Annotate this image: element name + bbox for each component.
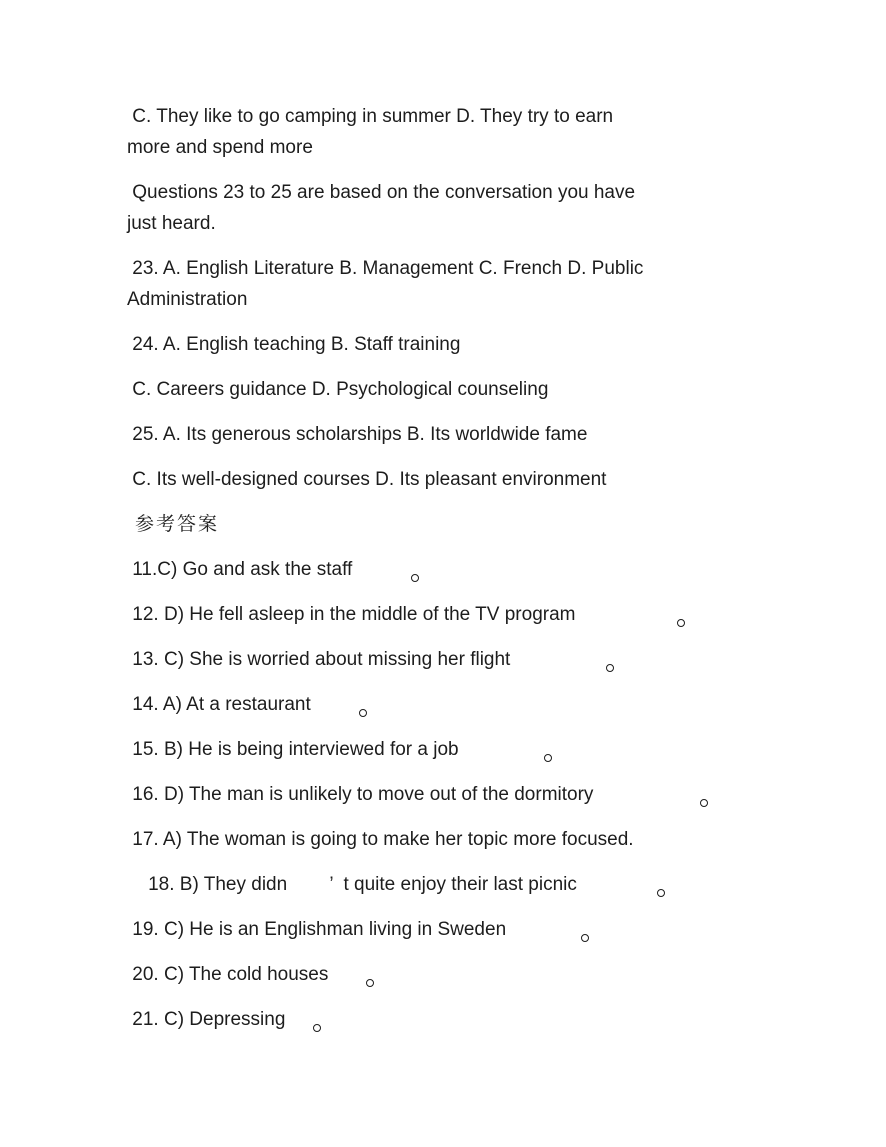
text-line: Questions 23 to 25 are based on the conversation you have — [127, 182, 636, 203]
ideographic-full-stop — [700, 799, 708, 807]
answer-key-heading — [127, 509, 846, 540]
text-line: 18. B) They didn ’ t quite enjoy their last picnic — [127, 869, 846, 900]
ideographic-full-stop — [606, 664, 614, 672]
answer-12 — [127, 599, 846, 630]
answer-14 — [127, 689, 846, 720]
answer-11 — [127, 554, 846, 585]
answer-19 — [127, 914, 846, 945]
question-25-options-cd — [127, 464, 846, 495]
text-line: C. Careers guidance D. Psychological counseling — [127, 379, 549, 400]
document-body — [127, 101, 846, 1049]
answer-18 — [127, 869, 846, 900]
question-23-options — [127, 253, 846, 315]
ideographic-full-stop — [677, 619, 685, 627]
text-line: 20. C) The cold houses — [127, 959, 846, 990]
answer-17 — [127, 824, 846, 855]
text-line: Administration — [127, 289, 248, 310]
text-line: 21. C) Depressing — [127, 1004, 846, 1035]
text-line: 23. A. English Literature B. Management C. French D. Public — [127, 258, 644, 279]
section-directions — [127, 177, 846, 239]
text-line: 19. C) He is an Englishman living in Sweden — [127, 914, 846, 945]
answer-16 — [127, 779, 846, 810]
text-line: C. Its well-designed courses D. Its pleasant environment — [127, 469, 607, 490]
text-line: 16. D) The man is unlikely to move out of the dormitory — [127, 779, 846, 810]
answer-20 — [127, 959, 846, 990]
option-line-22cd — [127, 101, 846, 163]
text-line: more and spend more — [127, 137, 313, 158]
text-line: 11.C) Go and ask the staff — [127, 554, 846, 585]
question-25-options-ab — [127, 419, 846, 450]
ideographic-full-stop — [544, 754, 552, 762]
ideographic-full-stop — [581, 934, 589, 942]
ideographic-full-stop — [411, 574, 419, 582]
answer-21 — [127, 1004, 846, 1035]
ideographic-full-stop — [313, 1024, 321, 1032]
text-line: C. They like to go camping in summer D. They try to earn — [127, 106, 614, 127]
text-line: just heard. — [127, 213, 216, 234]
ideographic-full-stop — [366, 979, 374, 987]
text-line: 17. A) The woman is going to make her topic more focused. — [127, 829, 634, 850]
answer-13 — [127, 644, 846, 675]
answer-15 — [127, 734, 846, 765]
text-line: 15. B) He is being interviewed for a job — [127, 734, 846, 765]
text-line: 参考答案 — [127, 513, 220, 535]
question-24-options-cd — [127, 374, 846, 405]
ideographic-full-stop — [359, 709, 367, 717]
text-line: 24. A. English teaching B. Staff training — [127, 334, 461, 355]
text-line: 25. A. Its generous scholarships B. Its worldwide fame — [127, 424, 588, 445]
ideographic-full-stop — [657, 889, 665, 897]
text-line: 12. D) He fell asleep in the middle of the TV program — [127, 599, 846, 630]
text-line: 13. C) She is worried about missing her flight — [127, 644, 846, 675]
question-24-options-ab — [127, 329, 846, 360]
text-line: 14. A) At a restaurant — [127, 689, 846, 720]
